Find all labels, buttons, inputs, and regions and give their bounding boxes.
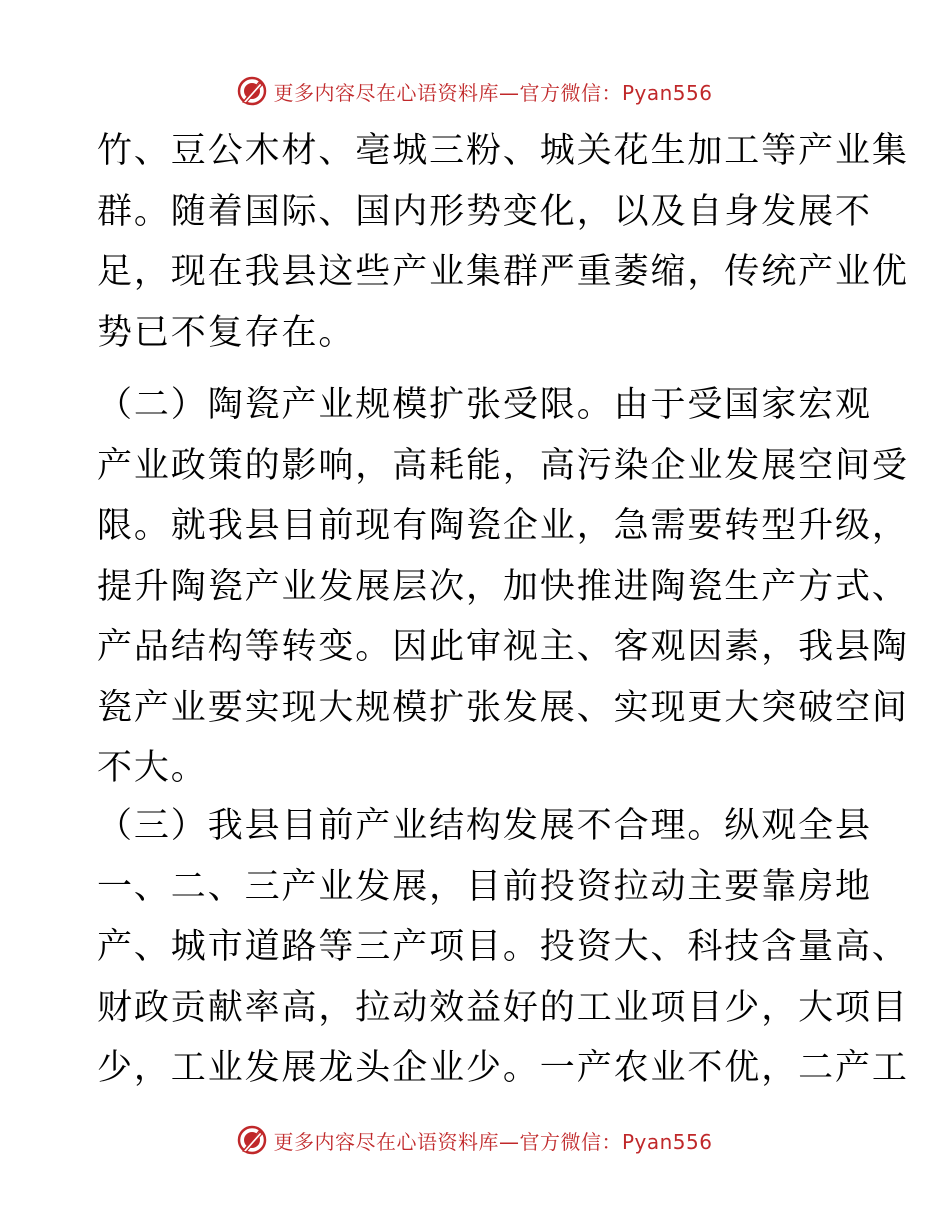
watermark-banner-top [0,74,950,108]
paragraph-3 [97,796,909,1099]
text-line: 提升陶瓷产业发展层次，加快推进陶瓷生产方式、 [97,566,909,607]
text-line: 少，工业发展龙头企业少。一产农业不优，二产工 [97,1048,909,1088]
text-line: 瓷产业要实现大规模扩张发展、实现更大突破空间 [97,687,909,728]
text-line: （三）我县目前产业结构发展不合理。纵观全县 [97,806,872,846]
text-line: 财政贡献率高，拉动效益好的工业项目少，大项目 [97,987,909,1028]
text-line: 限。就我县目前现有陶瓷企业，急需要转型升级， [97,506,909,546]
text-line: 势已不复存在。 [97,312,356,353]
quill-logo-icon [237,1125,267,1155]
text-line: 足，现在我县这些产业集群严重萎缩，传统产业优 [97,252,909,292]
text-line: 产、城市道路等三产项目。投资大、科技含量高、 [97,927,909,967]
watermark-text: 更多内容尽在心语资料库—官方微信：Pyan556 [273,1129,713,1154]
paragraph-1 [97,121,909,363]
quill-logo-icon [237,76,267,106]
paragraph-2 [97,375,909,799]
text-line: 产品结构等转变。因此审视主、客观因素，我县陶 [97,627,909,667]
watermark-banner-bottom [0,1123,950,1157]
text-line: 竹、豆公木材、亳城三粉、城关花生加工等产业集 [97,131,909,171]
watermark-text: 更多内容尽在心语资料库—官方微信：Pyan556 [273,80,713,105]
text-line: （二）陶瓷产业规模扩张受限。由于受国家宏观 [97,385,872,425]
text-line: 群。随着国际、国内形势变化，以及自身发展不 [97,191,872,232]
text-line: 产业政策的影响，高耗能，高污染企业发展空间受 [97,445,909,486]
text-line: 一、二、三产业发展，目前投资拉动主要靠房地 [97,866,872,907]
text-line: 不大。 [97,748,208,788]
